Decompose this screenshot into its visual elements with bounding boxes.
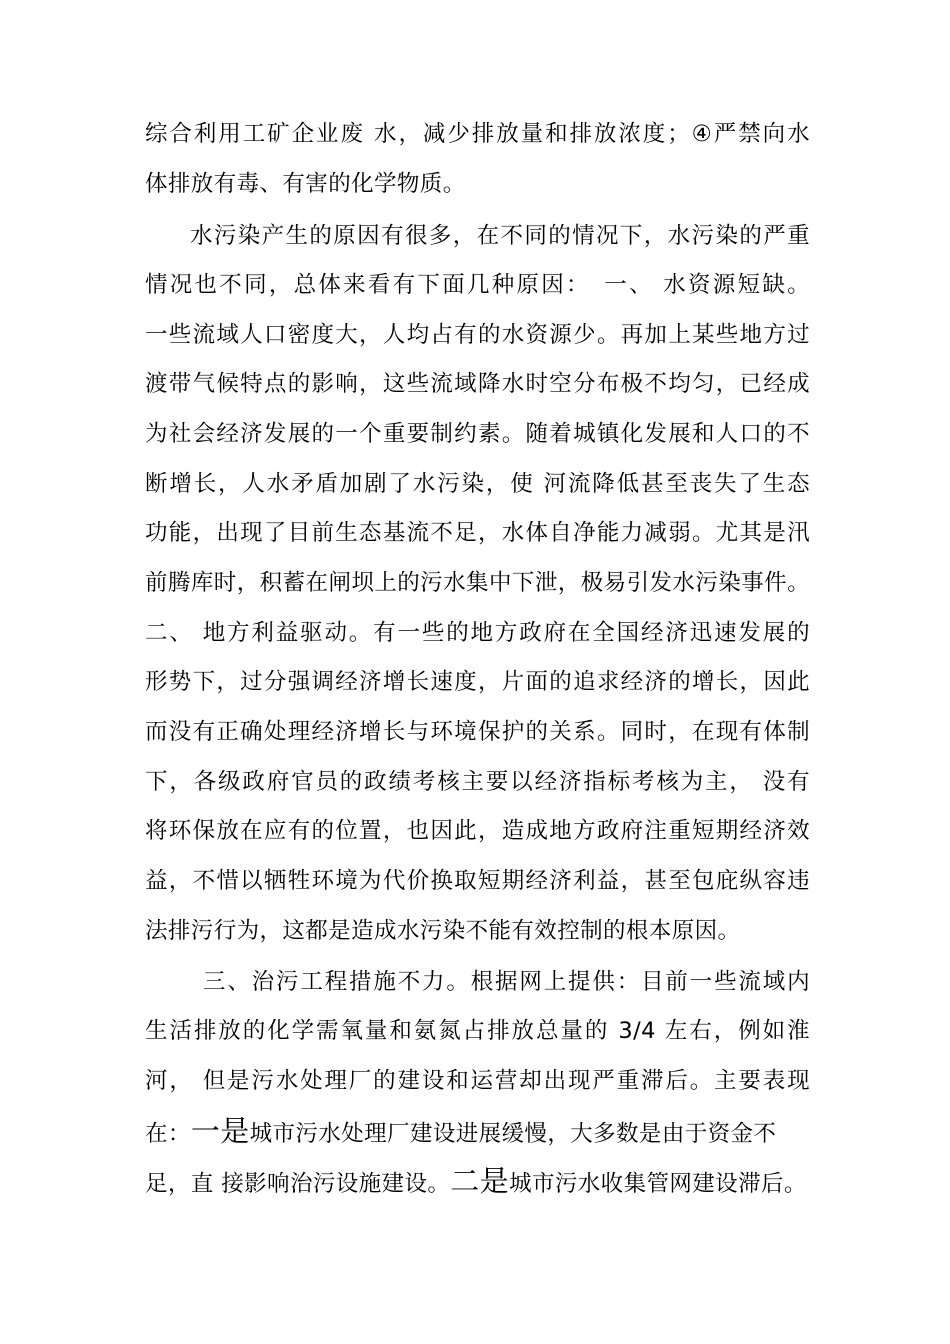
text-line: 三、治污工程措施不力。根据网上提供：目前一些流域内 — [203, 969, 810, 995]
text-line: 渡带气候特点的影响，这些流域降水时空分布极不均匀，已经成 — [145, 371, 810, 397]
text-line: 前腾库时，积蓄在闸坝上的污水集中下泄，极易引发水污染事件。 — [145, 570, 810, 596]
text-line: 下，各级政府官员的政绩考核主要以经济指标考核为主， 没有 — [145, 769, 810, 795]
text-line: 而没有正确处理经济增长与环境保护的关系。同时，在现有体制 — [145, 719, 810, 745]
text-line: 一些流域人口密度大，人均占有的水资源少。再加上某些地方过 — [145, 322, 810, 348]
text-segment: 城市污水收集管网建设滞后。 — [509, 1171, 807, 1197]
text-line: 河， 但是污水处理厂的建设和运营却出现严重滞后。主要表现 — [145, 1068, 810, 1094]
text-line: 断增长，人水矛盾加剧了水污染，使 河流降低甚至丧失了生态 — [145, 471, 810, 497]
text-line: 综合利用工矿企业废 水，减少排放量和排放浓度；④严禁向水 — [145, 121, 810, 147]
text-line: 情况也不同，总体来看有下面几种原因： 一、 水资源短缺。 — [145, 272, 810, 298]
text-segment: 足，直 接影响治污设施建设。 — [145, 1171, 451, 1197]
text-segment: 城市污水处理厂建设进展缓慢，大多数是由于资金不 — [249, 1121, 777, 1147]
text-line: 二、 地方利益驱动。有一些的地方政府在全国经济迅速发展的 — [145, 620, 810, 646]
text-line: 将环保放在应有的位置，也因此，造成地方政府注重短期经济效 — [145, 818, 810, 844]
text-line: 水污染产生的原因有很多，在不同的情况下，水污染的严重 — [190, 223, 810, 249]
text-segment: 在： — [145, 1121, 191, 1147]
text-line: 为社会经济发展的一个重要制约素。随着城镇化发展和人口的不 — [145, 421, 810, 447]
emphasis-text: 二是 — [450, 1164, 510, 1198]
text-line-mixed — [145, 1106, 810, 1156]
emphasis-text: 一是 — [190, 1114, 250, 1148]
text-line: 功能，出现了目前生态基流不足，水体自净能力减弱。尤其是汛 — [145, 520, 810, 546]
text-line: 形势下，过分强调经济增长速度，片面的追求经济的增长，因此 — [145, 669, 810, 695]
text-line: 体排放有毒、有害的化学物质。 — [145, 171, 466, 197]
text-line: 法排污行为，这都是造成水污染不能有效控制的根本原因。 — [145, 918, 741, 944]
text-line: 生活排放的化学需氧量和氨氮占排放总量的 3/4 左右，例如淮 — [145, 1018, 810, 1044]
text-line-mixed — [145, 1156, 810, 1206]
text-line: 益，不惜以牺牲环境为代价换取短期经济利益，甚至包庇纵容违 — [145, 868, 810, 894]
